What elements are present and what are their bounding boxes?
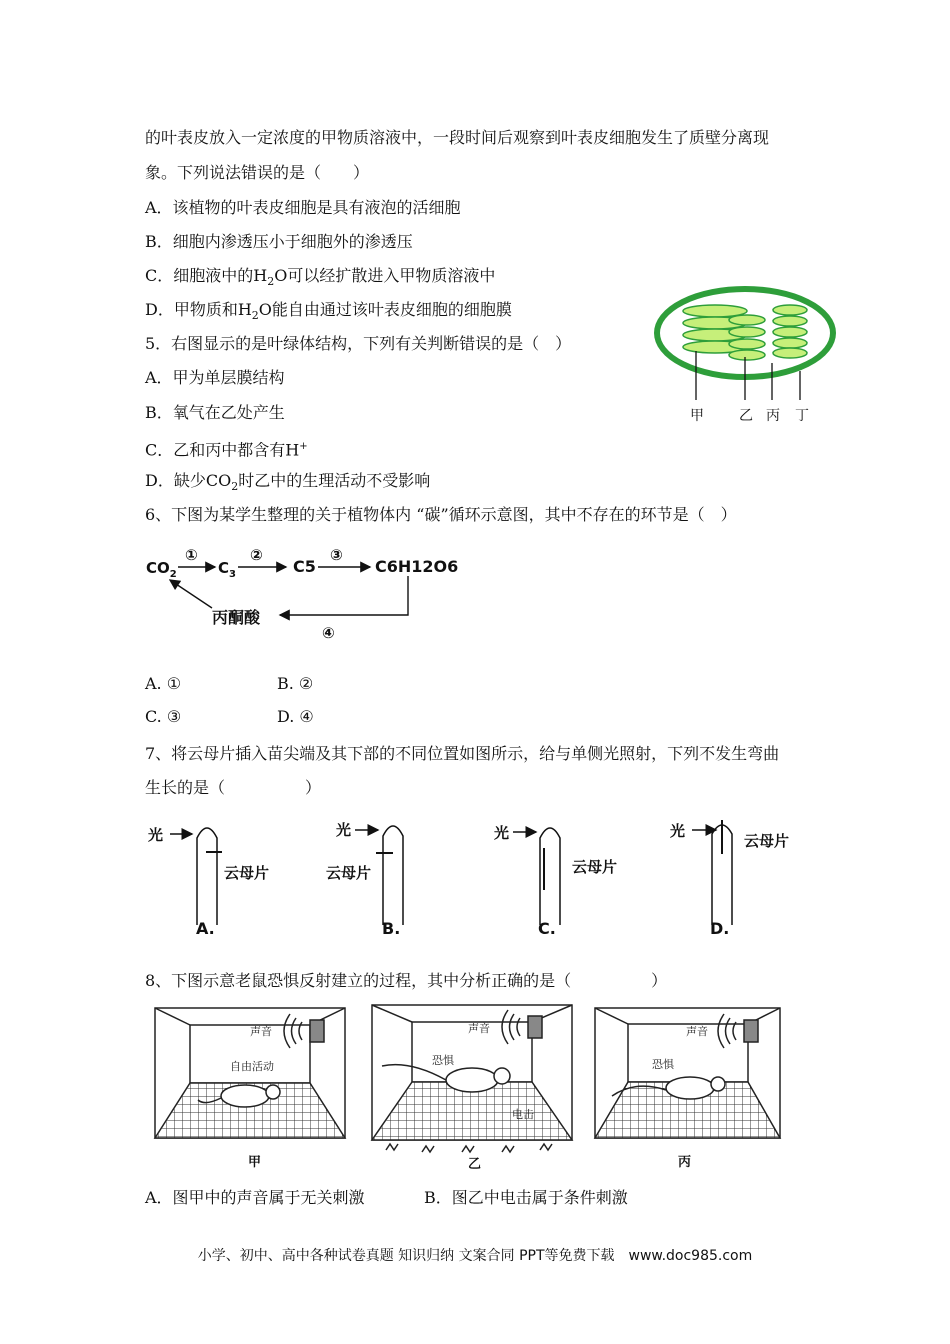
step-4: ④ xyxy=(322,624,335,642)
q5-option-c: C．乙和丙中都含有H+ xyxy=(145,440,308,460)
co2-label: $CO_2$ xyxy=(146,559,177,580)
option-label-b: B. xyxy=(382,919,401,938)
sound-label-yi: 声音 xyxy=(468,1022,490,1035)
free-activity-label: 自由活动 xyxy=(230,1060,274,1073)
option-label-c: C. xyxy=(538,919,556,938)
grana xyxy=(683,305,807,360)
coleoptile-figure xyxy=(140,810,820,940)
mica-label-c: 云母片 xyxy=(572,858,618,876)
glucose-label: C6H12O6 xyxy=(375,557,459,576)
q5-option-a: A．甲为单层膜结构 xyxy=(145,368,285,387)
q7-stem-line2: 生长的是（ ） xyxy=(145,778,322,797)
q4-option-b: B．细胞内渗透压小于细胞外的渗透压 xyxy=(145,232,413,251)
pyruvate-label: 丙酮酸 xyxy=(212,608,261,627)
q6-option-c: C. ③ xyxy=(145,707,182,726)
step-1: ① xyxy=(185,546,198,564)
mica-label-b: 云母片 xyxy=(326,864,372,882)
label-ding: 丁 xyxy=(795,408,809,424)
label-bing: 丙 xyxy=(766,408,780,424)
panel-label-jia: 甲 xyxy=(248,1155,262,1170)
q5-option-b: B．氧气在乙处产生 xyxy=(145,403,285,422)
q8-option-a: A．图甲中的声音属于无关刺激 xyxy=(145,1188,365,1207)
q6-option-a: A. ① xyxy=(145,674,182,693)
light-label-a: 光 xyxy=(148,826,164,844)
light-label-b: 光 xyxy=(336,821,352,839)
fear-label-bing: 恐惧 xyxy=(652,1058,674,1071)
q8-option-b: B．图乙中电击属于条件刺激 xyxy=(424,1188,628,1207)
label-jia: 甲 xyxy=(690,408,704,424)
c5-label: C5 xyxy=(293,557,316,576)
sound-label-jia: 声音 xyxy=(250,1025,272,1038)
q5-option-d: D．缺少$CO_2$时乙中的生理活动不受影响 xyxy=(145,471,431,494)
c3-label: $C_3$ xyxy=(218,559,236,580)
step-2: ② xyxy=(250,546,263,564)
option-label-a: A. xyxy=(196,919,215,938)
fear-reflex-figure xyxy=(150,1000,790,1175)
q5-stem: 5．右图显示的是叶绿体结构，下列有关判断错误的是（ ） xyxy=(145,334,572,353)
q6-option-d: D. ④ xyxy=(277,707,314,726)
q6-stem: 6、下图为某学生整理的关于植物体内 “碳”循环示意图，其中不存在的环节是（ ） xyxy=(145,505,737,524)
label-yi: 乙 xyxy=(739,408,753,424)
q4-stem-line2: 象。下列说法错误的是（ ） xyxy=(145,163,370,182)
q4-option-d: D．甲物质和$H_2O$能自由通过该叶表皮细胞的细胞膜 xyxy=(145,300,512,323)
footer-text: 小学、初中、高中各种试卷真题 知识归纳 文案合同 PPT等免费下载 www.doc985.com xyxy=(197,1248,753,1264)
panel-label-yi: 乙 xyxy=(468,1157,482,1172)
light-label-d: 光 xyxy=(670,822,686,840)
fear-label-yi: 恐惧 xyxy=(432,1054,454,1067)
chloroplast-figure xyxy=(650,285,845,430)
option-label-d: D. xyxy=(710,919,730,938)
sound-label-bing: 声音 xyxy=(686,1025,708,1038)
q4-stem-line1: 的叶表皮放入一定浓度的甲物质溶液中，一段时间后观察到叶表皮细胞发生了质壁分离现 xyxy=(145,128,770,147)
q8-stem: 8、下图示意老鼠恐惧反射建立的过程，其中分析正确的是（ ） xyxy=(145,971,668,990)
light-label-c: 光 xyxy=(494,824,510,842)
q6-option-b: B. ② xyxy=(277,674,314,693)
mica-label-d: 云母片 xyxy=(744,832,790,850)
q4-option-c: C．细胞液中的$H_2O$可以经扩散进入甲物质溶液中 xyxy=(145,266,496,289)
carbon-cycle-diagram xyxy=(140,538,470,650)
step-3: ③ xyxy=(330,546,343,564)
panel-label-bing: 丙 xyxy=(678,1155,692,1170)
mica-label-a: 云母片 xyxy=(224,864,270,882)
shock-label: 电击 xyxy=(512,1108,534,1121)
q4-option-a: A．该植物的叶表皮细胞是具有液泡的活细胞 xyxy=(145,198,461,217)
q7-stem-line1: 7、将云母片插入苗尖端及其下部的不同位置如图所示，给与单侧光照射，下列不发生弯曲 xyxy=(145,744,780,763)
